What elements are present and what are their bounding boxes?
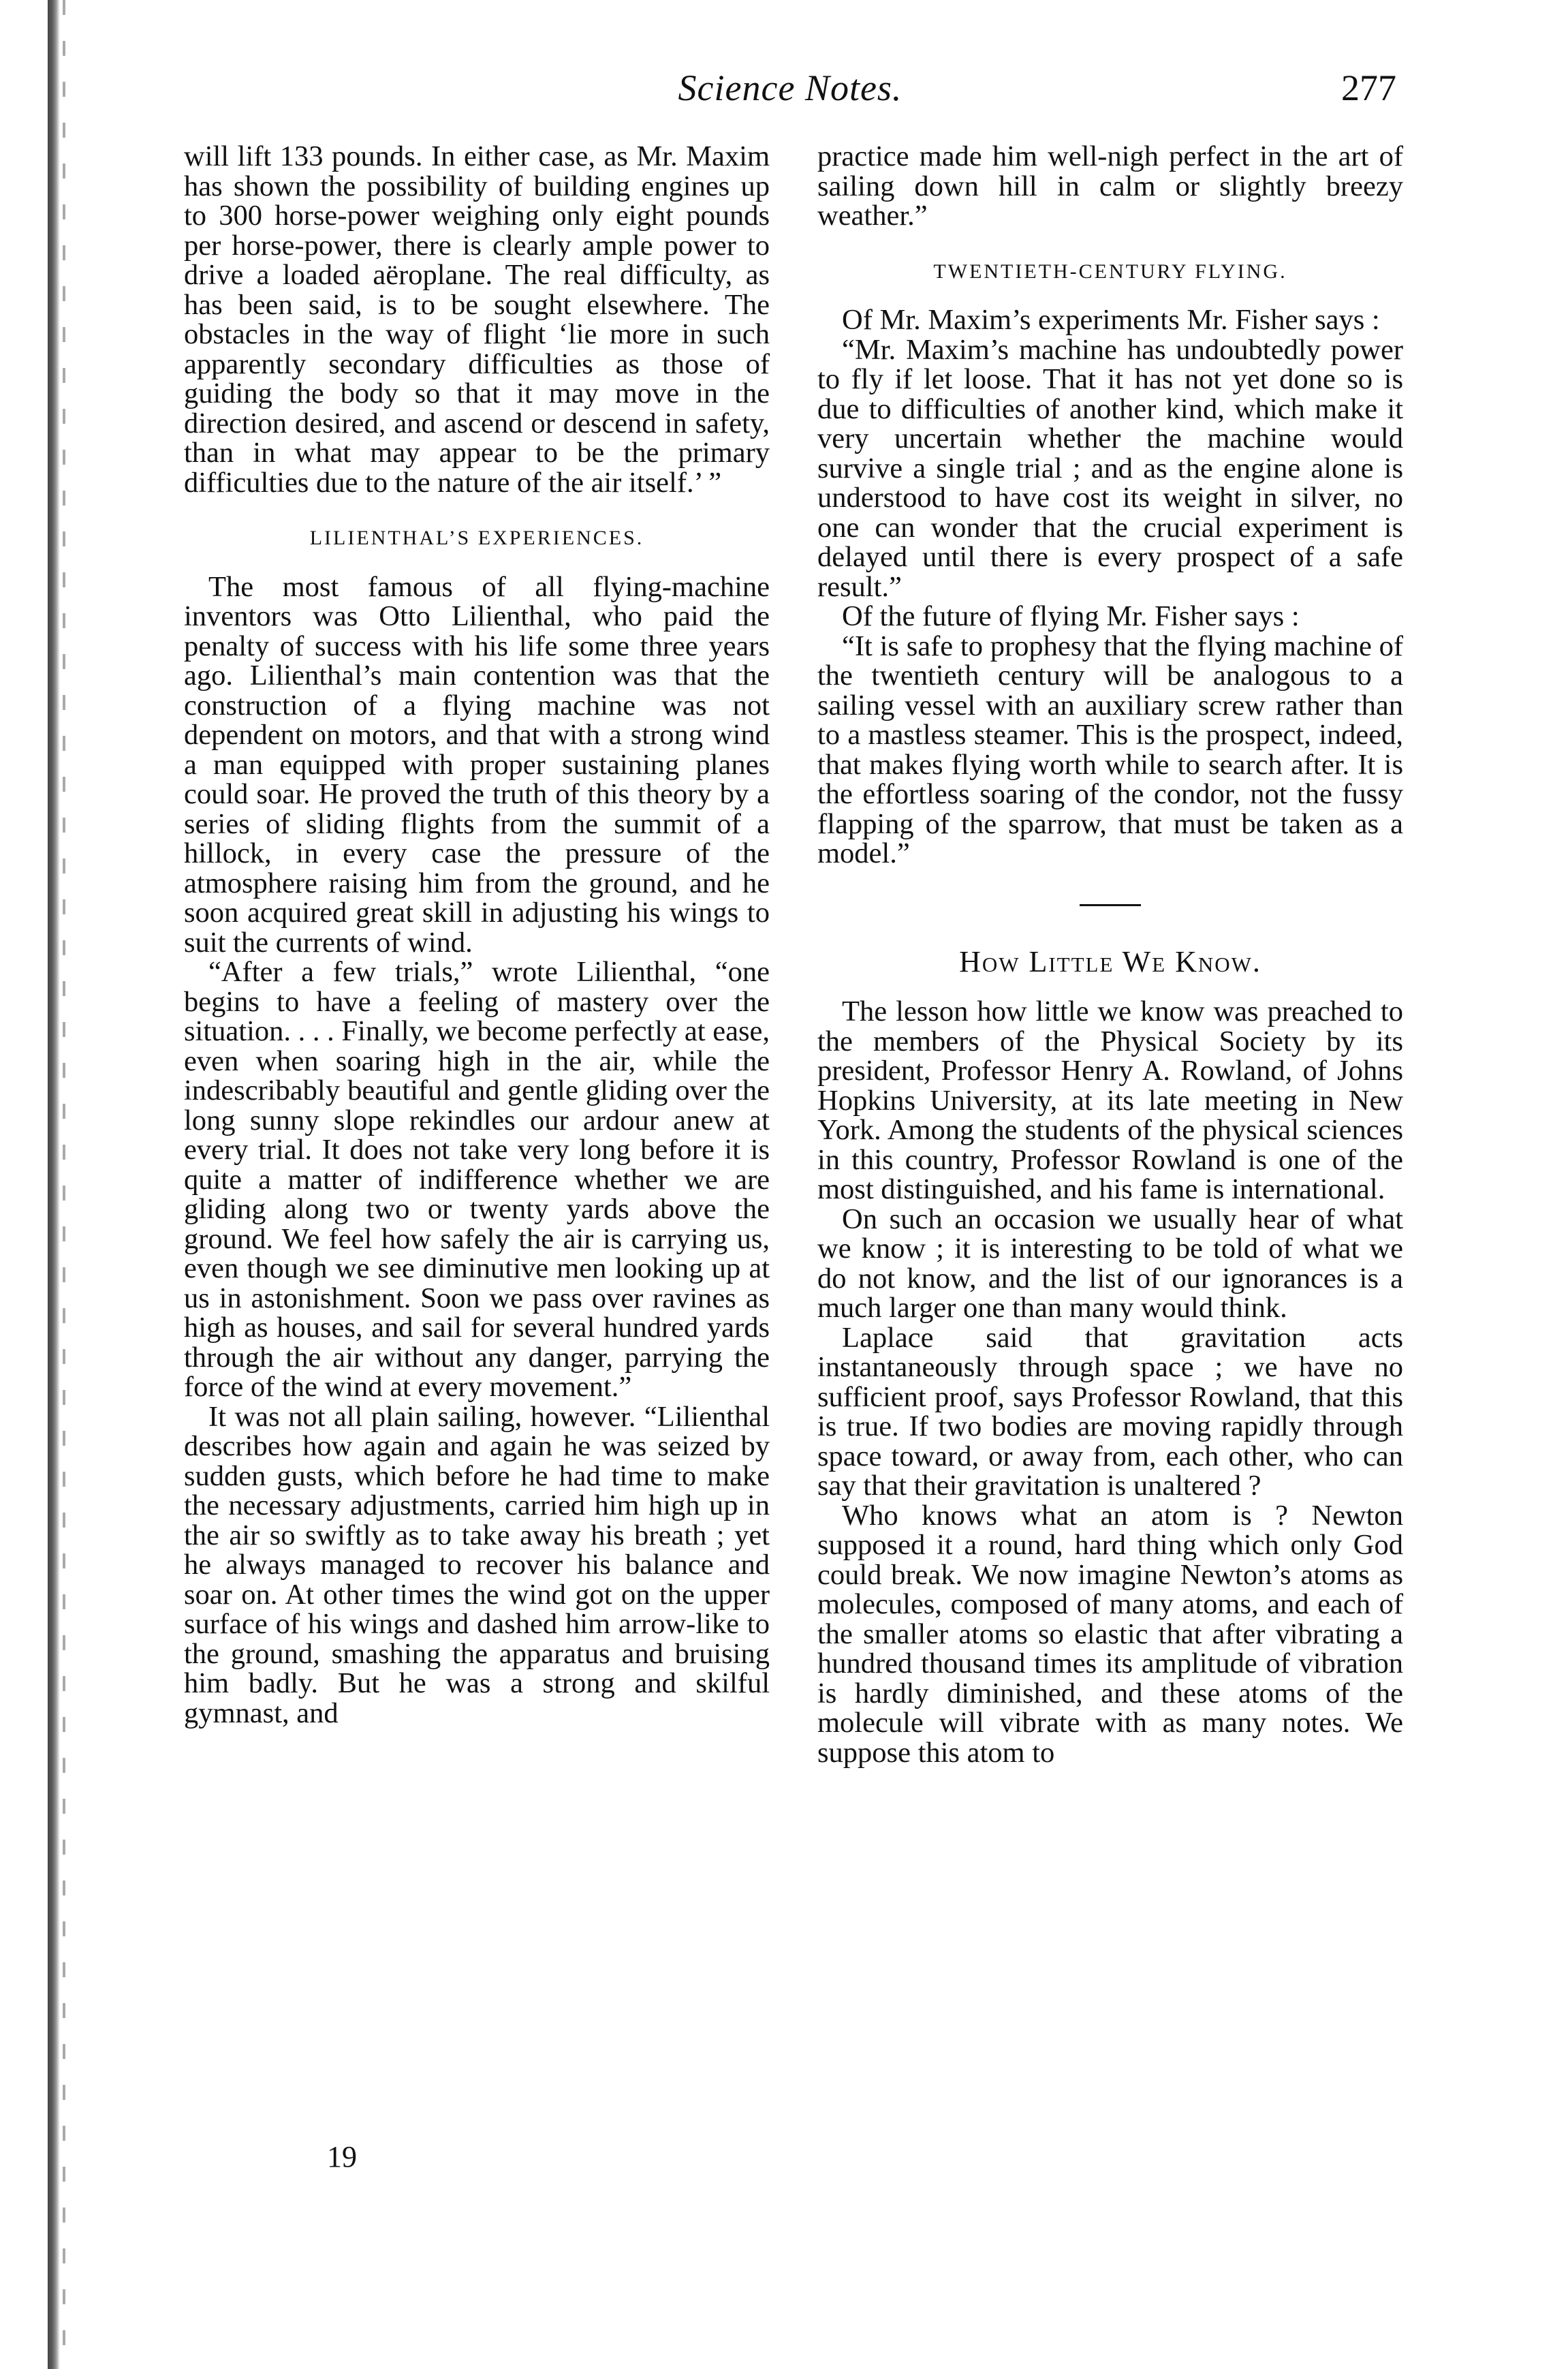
section-title: How Little We Know. [959, 944, 1261, 978]
section-divider [1080, 904, 1141, 906]
scan-binding-marks [63, 0, 65, 2369]
page-header [184, 67, 1396, 121]
paragraph: will lift 133 pounds. In either case, as Mr. Maxim has shown the possibility of building engines up to 300 horse-power weighing only eight pounds per horse-power, there is clearly ample power to drive a loaded aëroplane. The real difficulty, as has been said, is to be sought elsewhere. The obstacles in the way of flight ‘lie more in such apparently secondary difficulties as those of guiding the body so that it may move in the direction desired, and ascend or descend in safety, than in what may appear to be the primary difficulties due to the nature of the air itself.’ ” [184, 140, 770, 499]
left-column [184, 142, 770, 2288]
paragraph: It was not all plain sailing, however. “Lilienthal describes how again and again he was seized by sudden gusts, which before he had time to make the necessary adjustments, carried him high up in the air so swiftly as to take away his breath ; yet he always managed to recover his balance and soar on. At other times the wind got on the upper surface of his wings and dashed him arrow-like to the ground, smashing the apparatus and bruising him badly. But he was a strong and skilful gymnast, and [184, 1400, 770, 1729]
page-number: 277 [1341, 67, 1396, 108]
paragraph: “Mr. Maxim’s machine has undoubtedly power to fly if let loose. That it has not yet done so is due to difficulties of another kind, which make it very uncertain whether the machine would survive a single trial ; and as the engine alone is understood to have cost its weight in silver, no one can wonder that the crucial experiment is delayed until there is every prospect of a safe result.” [817, 333, 1403, 603]
paragraph: “After a few trials,” wrote Lilienthal, “one begins to have a feeling of mastery over the situation. . . . Finally, we become perfectly at ease, even when soaring high in the air, while the indescribably beautiful and gentle gliding over the long sunny slope rekindles our ardour anew at every trial. It does not take very long before it is quite a matter of indifference whether we are gliding along two or twenty yards above the ground. We feel how safely the air is carrying us, even though we see diminutive men looking up at us in astonishment. Soon we pass over ravines as high as houses, and sail for several hundred yards through the air without any danger, parrying the force of the wind at every movement.” [184, 956, 770, 1403]
paragraph: The most famous of all flying-machine inventors was Otto Lilienthal, who paid the penalty of success with his life some three years ago. Lilienthal’s main contention was that the construction of a flying machine was not dependent on motors, and that with a strong wind a man equipped with proper sustaining planes could soar. He proved the truth of this theory by a series of sliding flights from the summit of a hillock, in every case the pressure of the atmosphere raising him from the ground, and he soon acquired great skill in adjusting his wings to suit the currents of wind. [184, 570, 770, 959]
scan-binding-edge [48, 0, 60, 2369]
paragraph: Laplace said that gravitation acts instantaneously through space ; we have no sufficient proof, says Professor Rowland, that this is true. If two bodies are moving rapidly through space toward, or away from, each other, who can say that their gravitation is unaltered ? [817, 1321, 1403, 1502]
subheading-twentieth-century: TWENTIETH-CENTURY FLYING. [933, 260, 1287, 283]
paragraph: practice made him well-nigh perfect in the art of sailing down hill in calm or slightly breezy weather.” [817, 140, 1403, 232]
paragraph: Of the future of flying Mr. Fisher says : [842, 600, 1300, 632]
signature-mark: 19 [327, 2140, 357, 2173]
paragraph: Of Mr. Maxim’s experiments Mr. Fisher says : [842, 304, 1380, 336]
subheading-lilienthal: LILIENTHAL’S EXPERIENCES. [309, 527, 644, 549]
paragraph: The lesson how little we know was preached to the members of the Physical Society by its president, Professor Henry A. Rowland, of Johns Hopkins University, at its late meeting in New York. Among the students of the physical sciences in this country, Professor Rowland is one of the most distinguished, and his fame is international. [817, 995, 1403, 1205]
right-column [817, 142, 1403, 2288]
running-title: Science Notes. [678, 67, 903, 108]
paragraph: On such an occasion we usually hear of what we know ; it is interesting to be told of what we do not know, and the list of our ignorances is a much larger one than many would think. [817, 1203, 1403, 1324]
paragraph: “It is safe to prophesy that the flying machine of the twentieth century will be analogous to a sailing vessel with an auxiliary screw rather than to a mastless steamer. This is the prospect, indeed, that makes flying worth while to search after. It is the effortless soaring of the condor, not the fussy flapping of the sparrow, that must be taken as a model.” [817, 630, 1403, 869]
paragraph: Who knows what an atom is ? Newton supposed it a round, hard thing which only God could break. We now imagine Newton’s atoms as molecules, composed of many atoms, and each of the smaller atoms so elastic that after vibrating a hundred thousand times its amplitude of vibration is hardly diminished, and these atoms of the molecule will vibrate with as many notes. We suppose this atom to [817, 1499, 1403, 1769]
